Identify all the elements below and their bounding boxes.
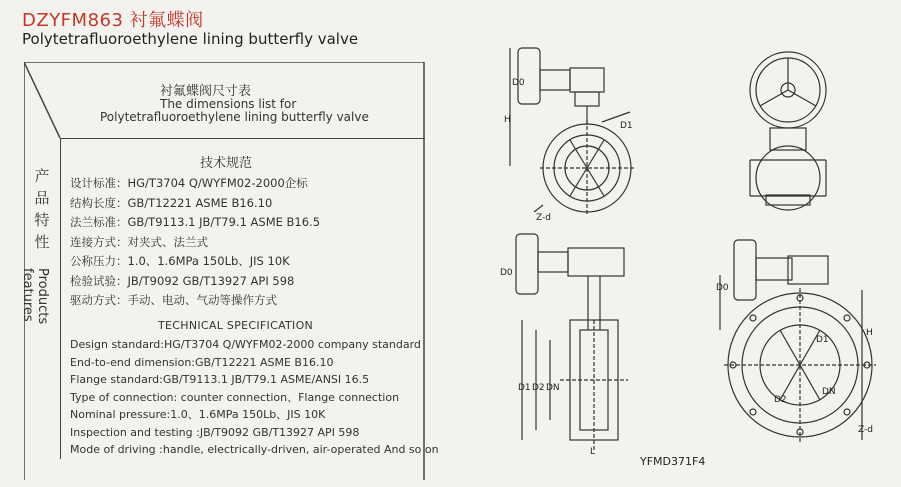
dim-label: DN xyxy=(822,387,836,397)
dim-label: DN xyxy=(546,383,560,393)
valve-top-front-view xyxy=(750,52,826,210)
spec-list-cn xyxy=(70,174,320,311)
valve-section-view xyxy=(516,234,628,455)
side-char: 产 xyxy=(34,167,50,185)
dimensions-title-en-1: The dimensions list for xyxy=(160,97,297,111)
dim-label: Z-d xyxy=(858,425,873,435)
page-title: DZYFM863 衬氟蝶阀 xyxy=(22,10,204,31)
spec-line: 法兰标准：GB/T9113.1 JB/T79.1 ASME B16.5 xyxy=(70,215,321,229)
spec-line: Mode of driving :handle, electrically-driven, air-operated And so on xyxy=(70,443,439,456)
dim-label: D1 xyxy=(518,383,531,393)
valve-flange-front-view xyxy=(720,240,876,442)
side-char: 性 xyxy=(34,233,50,251)
side-char: 特 xyxy=(34,211,50,229)
dim-label: H xyxy=(866,328,873,338)
model-code: YFMD371F4 xyxy=(640,455,706,468)
side-label-en: Products features xyxy=(20,268,50,325)
dim-label: D2 xyxy=(774,395,787,405)
dim-label: H xyxy=(504,115,511,125)
dim-label: D2 xyxy=(532,383,545,393)
spec-line: Flange standard:GB/T9113.1 JB/T79.1 ASME/ANSI 16.5 xyxy=(70,373,370,386)
spec-line: 公称压力：1.0、1.6MPa 150Lb、JIS 10K xyxy=(70,254,290,268)
spec-line: End-to-end dimension:GB/T12221 ASME B16.10 xyxy=(70,355,334,369)
dim-label: D1 xyxy=(620,121,633,131)
spec-heading-cn: 技术规范 xyxy=(200,156,253,171)
spec-list-en xyxy=(70,336,439,459)
dim-label: D0 xyxy=(512,78,525,88)
spec-line: Inspection and testing :JB/T9092 GB/T13927 API 598 xyxy=(70,425,360,439)
dim-label: L xyxy=(590,447,596,455)
side-label-cn xyxy=(28,165,56,253)
dim-label: D0 xyxy=(716,283,729,293)
spec-line: 结构长度：GB/T12221 ASME B16.10 xyxy=(70,195,273,210)
dim-label: D0 xyxy=(500,268,513,278)
spec-line: 连接方式：对夹式、法兰式 xyxy=(70,234,208,249)
spec-line: Type of connection: counter connection、Flange connection xyxy=(70,390,400,404)
spec-line: 检验试验：JB/T9092 GB/T13927 API 598 xyxy=(70,273,295,288)
spec-line: 驱动方式：手动、电动、气动等操作方式 xyxy=(70,293,277,307)
dimensions-title-cn: 衬氟蝶阀尺寸表 xyxy=(160,84,252,99)
spec-line: Nominal pressure:1.0、1.6MPa 150Lb、JIS 10K xyxy=(70,408,326,421)
spec-heading-en: TECHNICAL SPECIFICATION xyxy=(158,319,314,332)
valve-top-side-view xyxy=(510,48,634,216)
spec-line: 设计标准：HG/T3704 Q/WYFM02-2000企标 xyxy=(70,176,308,190)
dimensions-title-en-2: Polytetrafluoroethylene lining butterfly valve xyxy=(100,110,369,124)
technical-drawing xyxy=(470,30,895,455)
dim-label: Z-d xyxy=(536,213,551,223)
dim-label: D1 xyxy=(816,335,829,345)
page-subtitle: Polytetrafluoroethylene lining butterfly valve xyxy=(22,30,359,48)
side-char: 品 xyxy=(34,189,50,207)
spec-line: Design standard:HG/T3704 Q/WYFM02-2000 company standard xyxy=(70,338,421,351)
